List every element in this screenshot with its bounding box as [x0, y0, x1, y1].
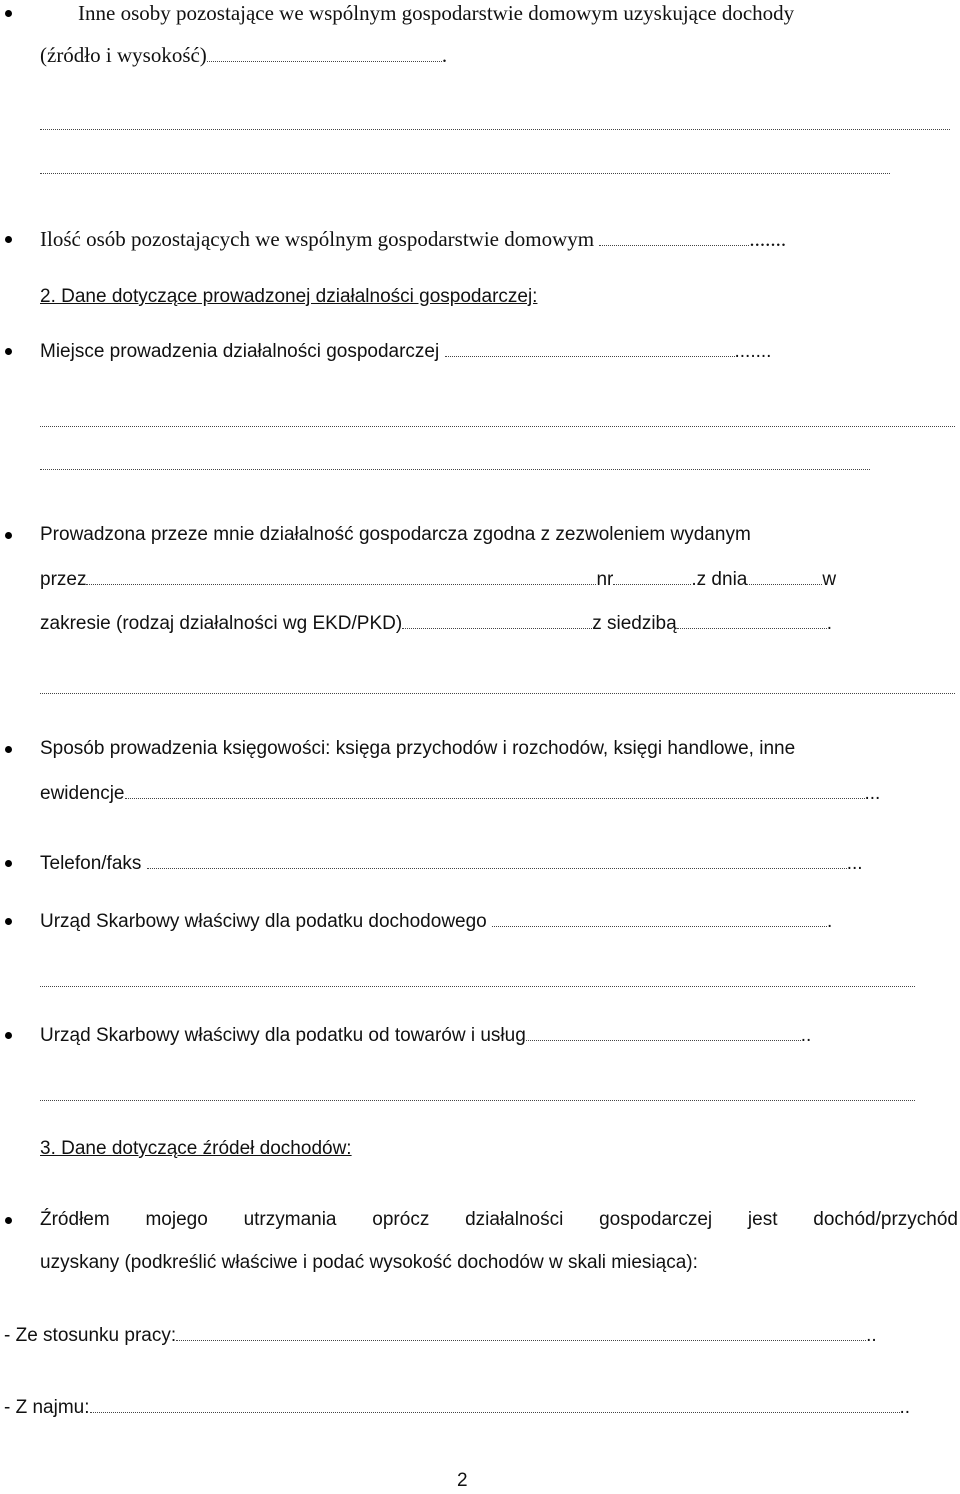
fill-line	[40, 692, 955, 694]
fill-dots	[677, 610, 827, 629]
seat-label: z siedzibą	[592, 613, 677, 634]
business-permit-line2: przez nr .z dnia w	[40, 566, 836, 593]
bullet	[5, 1032, 12, 1039]
bullet	[5, 746, 12, 753]
income-source-line1: Źródłem mojego utrzymania oprócz działalności gospodarczej jest dochód/przychód	[40, 1209, 958, 1230]
fill-dots	[147, 850, 847, 869]
tax-office-income-label: Urząd Skarbowy właściwy dla podatku dochodowego	[40, 911, 487, 932]
fill-dots	[402, 610, 592, 629]
scope-label: zakresie (rodzaj działalności wg EKD/PKD)	[40, 613, 403, 634]
bullet	[5, 918, 12, 925]
household-line2: (źródło i wysokość) .	[40, 43, 448, 67]
permit-date-label: z dnia	[696, 569, 748, 590]
business-tax-office-income: Urząd Skarbowy właściwy dla podatku dochodowego .	[40, 908, 832, 935]
fill-dots	[599, 227, 749, 246]
fill-line	[40, 985, 915, 987]
income-source-line2: uzyskany (podkreślić właściwe i podać wysokość dochodów w skali miesiąca):	[40, 1252, 698, 1273]
income-rent: - Z najmu: ..	[4, 1394, 910, 1421]
accounting-evidence-label: ewidencje	[40, 783, 125, 804]
business-permit-line1: Prowadzona przeze mnie działalność gospodarcza zgodna z zezwoleniem wydanym	[40, 524, 751, 545]
employment-label: - Ze stosunku pracy:	[4, 1325, 177, 1346]
permit-by-label: przez	[40, 569, 87, 590]
household-count: Ilość osób pozostających we wspólnym gospodarstwie domowym .......	[40, 227, 787, 251]
fill-dots	[125, 780, 865, 799]
fill-dots	[613, 566, 691, 585]
fill-line	[40, 128, 950, 130]
permit-w-label: w	[822, 569, 837, 590]
fill-line	[40, 1099, 915, 1101]
fill-dots	[90, 1394, 900, 1413]
business-place-label: Miejsce prowadzenia działalności gospodarczej	[40, 341, 440, 362]
income-employment: - Ze stosunku pracy: ..	[4, 1322, 877, 1349]
section-heading-business: 2. Dane dotyczące prowadzonej działalności gospodarczej:	[40, 286, 538, 307]
page-number: 2	[457, 1470, 468, 1491]
fill-dots	[747, 566, 822, 585]
business-accounting-line1: Sposób prowadzenia księgowości: księga przychodów i rozchodów, księgi handlowe, inne	[40, 738, 796, 759]
bullet	[5, 860, 12, 867]
business-phone: Telefon/faks ...	[40, 850, 863, 877]
bullet	[5, 532, 12, 539]
bullet	[5, 348, 12, 355]
fill-line	[40, 468, 870, 470]
fill-line	[40, 425, 955, 427]
bullet	[5, 1217, 12, 1224]
tax-office-vat-label: Urząd Skarbowy właściwy dla podatku od towarów i usług	[40, 1025, 526, 1046]
bullet	[5, 236, 12, 243]
fill-dots	[86, 566, 596, 585]
phone-label: Telefon/faks	[40, 853, 142, 874]
business-accounting-line2: ewidencje ...	[40, 780, 880, 807]
household-line1: Inne osoby pozostające we wspólnym gospodarstwie domowym uzyskujące dochody	[78, 1, 795, 25]
fill-dots	[445, 338, 735, 357]
business-tax-office-vat: Urząd Skarbowy właściwy dla podatku od towarów i usług ..	[40, 1022, 811, 1049]
fill-dots	[207, 43, 442, 62]
fill-line	[40, 172, 890, 174]
rent-label: - Z najmu:	[4, 1397, 90, 1418]
business-scope-line: zakresie (rodzaj działalności wg EKD/PKD) z siedzibą .	[40, 610, 832, 637]
fill-dots	[492, 908, 827, 927]
permit-nr-label: nr	[596, 569, 614, 590]
fill-dots	[176, 1322, 866, 1341]
section-heading-income: 3. Dane dotyczące źródeł dochodów:	[40, 1138, 352, 1159]
bullet	[5, 10, 12, 17]
business-place: Miejsce prowadzenia działalności gospodarczej .......	[40, 338, 771, 365]
fill-dots	[526, 1022, 801, 1041]
household-count-label: Ilość osób pozostających we wspólnym gospodarstwie domowym	[40, 227, 595, 251]
household-line2-text: (źródło i wysokość)	[40, 43, 207, 67]
